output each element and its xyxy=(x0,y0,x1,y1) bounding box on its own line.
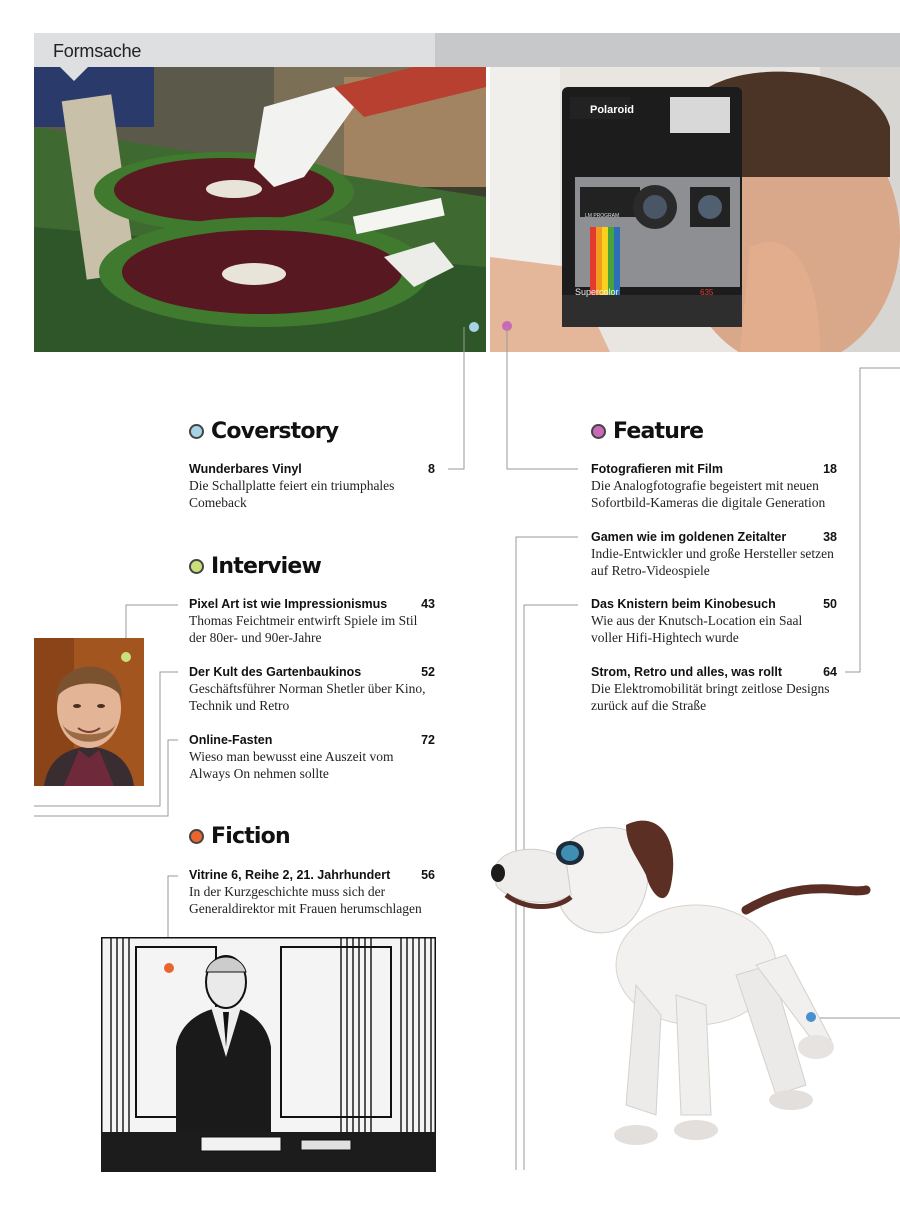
entry-title: Vitrine 6, Reihe 2, 21. Jahrhundert xyxy=(189,868,391,882)
entry-desc: In der Kurzgeschichte muss sich der Generaldirektor mit Frauen herumschlagen xyxy=(189,884,422,916)
toc-entry-feature-1[interactable] xyxy=(591,462,837,511)
entry-page: 18 xyxy=(823,462,837,476)
camera-model: Supercolor xyxy=(575,287,619,297)
toc-entry-feature-4[interactable] xyxy=(591,665,837,714)
section-title-feature: Feature xyxy=(613,419,704,444)
header-notch xyxy=(60,67,88,81)
entry-title: Strom, Retro und alles, was rollt xyxy=(591,665,783,679)
entry-title: Pixel Art ist wie Impressionismus xyxy=(189,597,388,611)
entry-desc: Thomas Feichtmeir entwirft Spiele im Stil der 80er- und 90er-Jahre xyxy=(189,613,418,645)
entry-desc: Geschäftsführer Norman Shetler über Kino, Technik und Retro xyxy=(189,681,426,713)
section-title-fiction: Fiction xyxy=(211,824,290,849)
entry-page: 56 xyxy=(421,868,435,882)
entry-page: 52 xyxy=(421,665,435,679)
camera-program: LM PROGRAM xyxy=(585,213,620,219)
section-feature xyxy=(591,419,703,444)
entry-desc: Die Schallplatte feiert ein triumphales Comeback xyxy=(189,478,395,510)
entry-title: Der Kult des Gartenbaukinos xyxy=(189,665,362,679)
section-title-coverstory: Coverstory xyxy=(211,419,339,444)
engraving-illustration xyxy=(101,937,436,1172)
entry-desc: Die Elektromobilität bringt zeitlose Designs zurück auf die Straße xyxy=(591,681,830,713)
entry-page: 38 xyxy=(823,530,837,544)
entry-desc: Wie aus der Knutsch-Location ein Saal voller Hifi-Hightech wurde xyxy=(591,613,803,645)
toc-entry-coverstory-1[interactable] xyxy=(189,462,435,511)
entry-page: 50 xyxy=(823,597,837,611)
toc-entry-interview-3[interactable] xyxy=(189,733,435,782)
section-coverstory xyxy=(189,419,338,444)
section-fiction xyxy=(189,824,290,849)
robot-dog-photo xyxy=(486,815,886,1165)
entry-page: 43 xyxy=(421,597,435,611)
feature-dot-icon xyxy=(591,424,606,439)
toc-entry-interview-2[interactable] xyxy=(189,665,435,714)
section-title-interview: Interview xyxy=(211,554,322,579)
toc-entry-fiction-1[interactable] xyxy=(189,868,435,917)
toc-entry-interview-1[interactable] xyxy=(189,597,435,646)
entry-page: 8 xyxy=(428,462,435,476)
entry-page: 72 xyxy=(421,733,435,747)
page-title: Formsache xyxy=(53,41,142,61)
section-interview xyxy=(189,554,321,579)
interview-dot-icon xyxy=(189,559,204,574)
fiction-dot-icon xyxy=(189,829,204,844)
coverstory-dot-icon xyxy=(189,424,204,439)
portrait-photo xyxy=(34,638,144,786)
entry-desc: Indie-Entwickler und große Hersteller setzen auf Retro-Videospiele xyxy=(591,546,834,578)
camera-brand: Polaroid xyxy=(590,104,635,116)
toc-entry-feature-3[interactable] xyxy=(591,597,837,646)
entry-title: Online-Fasten xyxy=(189,733,273,747)
entry-desc: Die Analogfotografie begeistert mit neuen Sofortbild-Kameras die digitale Generation xyxy=(591,478,826,510)
entry-page: 64 xyxy=(823,665,837,679)
entry-title: Wunderbares Vinyl xyxy=(189,462,302,476)
toc-entry-feature-2[interactable] xyxy=(591,530,837,579)
entry-title: Gamen wie im goldenen Zeitalter xyxy=(591,530,787,544)
entry-title: Fotografieren mit Film xyxy=(591,462,723,476)
entry-title: Das Knistern beim Kinobesuch xyxy=(591,597,776,611)
entry-desc: Wieso man bewusst eine Auszeit vom Always On nehmen sollte xyxy=(189,749,394,781)
camera-number: 635 xyxy=(700,288,714,297)
